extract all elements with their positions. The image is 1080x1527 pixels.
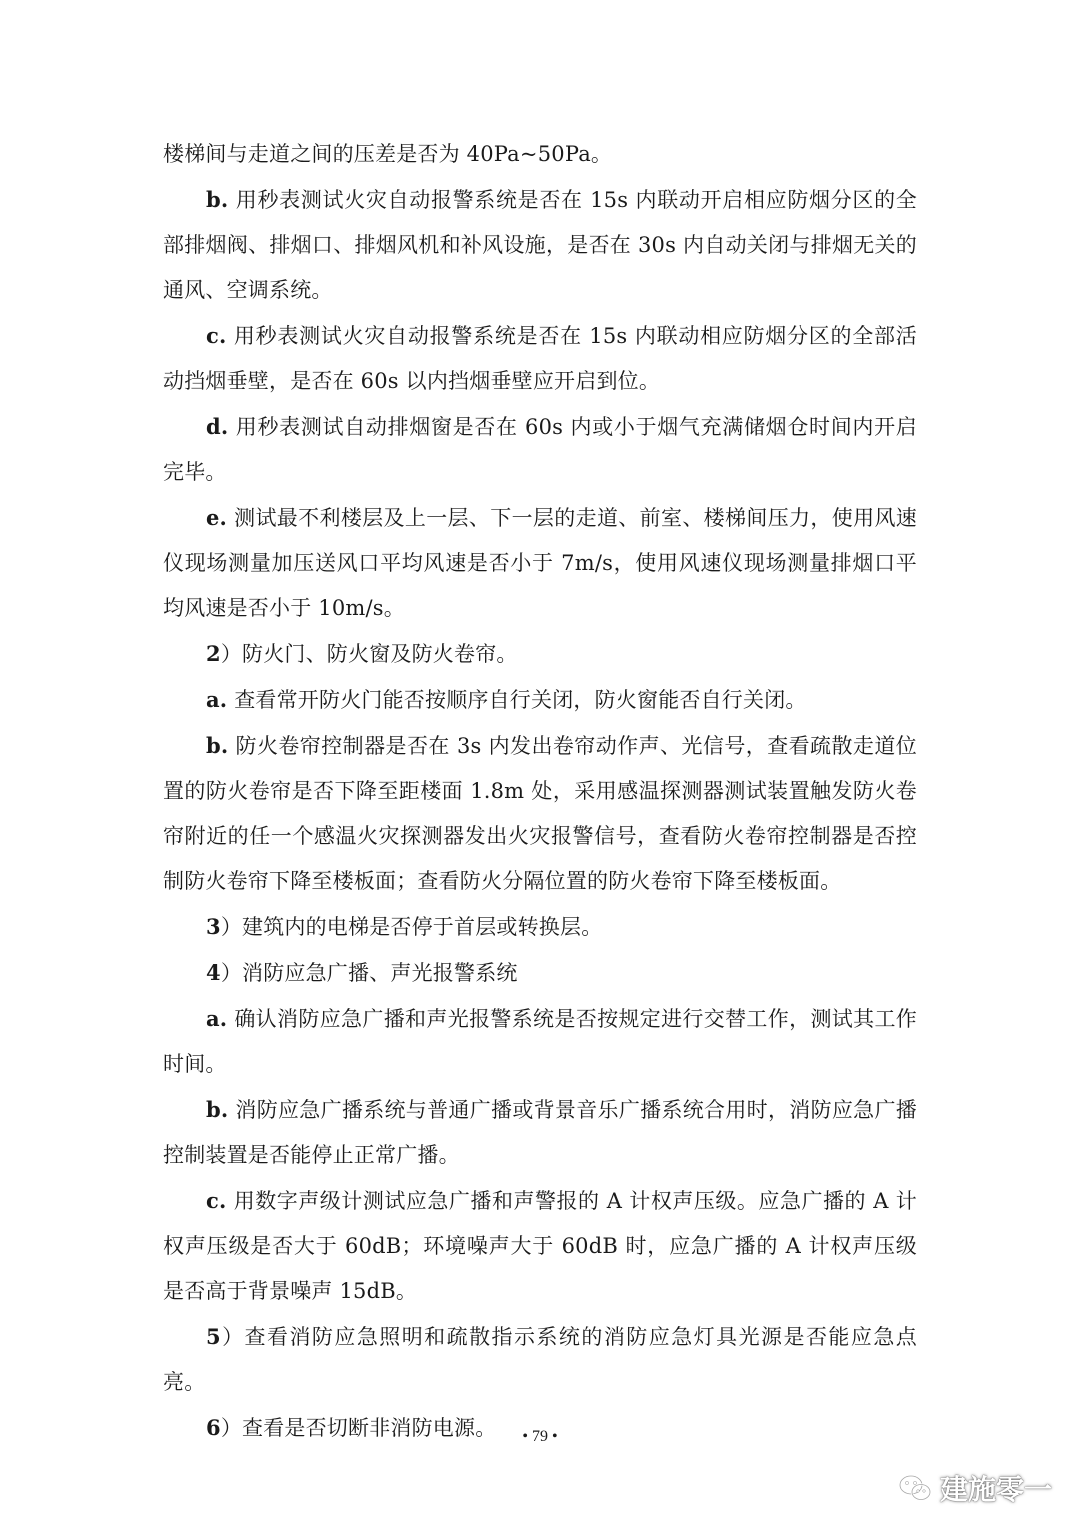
paragraph-text: ）消防应急广播、声光报警系统: [220, 961, 518, 985]
paragraph-text: ）查看是否切断非消防电源。: [220, 1416, 497, 1440]
paragraph-text: ）建筑内的电梯是否停于首层或转换层。: [220, 915, 603, 939]
paragraph-text: ）查看消防应急照明和疏散指示系统的消防应急灯具光源是否能应急点亮。: [163, 1325, 917, 1394]
item-label: c.: [206, 323, 227, 348]
item-label: c.: [206, 1188, 227, 1213]
paragraph: [163, 950, 917, 996]
paragraph-text: 查看常开防火门能否按顺序自行关闭，防火窗能否自行关闭。: [227, 688, 807, 712]
item-label: a.: [206, 687, 228, 712]
paragraph-text: ）防火门、防火窗及防火卷帘。: [220, 642, 518, 666]
item-label: 2: [206, 641, 221, 666]
item-label: 6: [206, 1415, 221, 1440]
paragraph: [163, 723, 917, 904]
document-body: [163, 131, 917, 1451]
page-number: • 79 •: [522, 1428, 558, 1445]
item-label: b.: [206, 187, 229, 212]
watermark: [898, 1468, 1052, 1508]
item-label: d.: [206, 414, 229, 439]
paragraph-text: 消防应急广播系统与普通广播或背景音乐广播系统合用时，消防应急广播控制装置是否能停止正常广播。: [163, 1098, 917, 1167]
paragraph-text: 用秒表测试火灾自动报警系统是否在 15s 内联动开启相应防烟分区的全部排烟阀、排烟口、排烟风机和补风设施，是否在 30s 内自动关闭与排烟无关的通风、空调系统。: [163, 188, 917, 302]
item-label: e.: [206, 505, 228, 530]
item-label: 3: [206, 914, 221, 939]
paragraph: [163, 404, 917, 495]
paragraph: [163, 677, 917, 723]
item-label: a.: [206, 1006, 228, 1031]
paragraph-text: 测试最不利楼层及上一层、下一层的走道、前室、楼梯间压力，使用风速仪现场测量加压送风口平均风速是否小于 7m/s，使用风速仪现场测量排烟口平均风速是否小于 10m/s。: [163, 506, 917, 620]
paragraph: [163, 996, 917, 1087]
watermark-text: 建施零一: [939, 1473, 1052, 1506]
paragraph-text: 防火卷帘控制器是否在 3s 内发出卷帘动作声、光信号，查看疏散走道位置的防火卷帘是否下降至距楼面 1.8m 处，采用感温探测器测试装置触发防火卷帘附近的任一个感温火灾探测器发出火灾报警信号，查看防火卷帘控制器是否控制防火卷帘下降至楼板面；查看防火分隔位置的防火卷帘下降至楼板面。: [163, 734, 917, 893]
paragraph-text: 确认消防应急广播和声光报警系统是否按规定进行交替工作，测试其工作时间。: [163, 1007, 917, 1076]
paragraph: [163, 313, 917, 404]
item-label: b.: [206, 733, 229, 758]
paragraph: [163, 495, 917, 631]
wechat-icon: [898, 1474, 932, 1502]
paragraph: [163, 904, 917, 950]
paragraph: [163, 177, 917, 313]
paragraph-text: 用数字声级计测试应急广播和声警报的 A 计权声压级。应急广播的 A 计权声压级是否大于 60dB；环境噪声大于 60dB 时，应急广播的 A 计权声压级是否高于背景噪声 15dB。: [163, 1189, 917, 1303]
paragraph: [163, 631, 917, 677]
item-label: 5: [206, 1324, 221, 1349]
paragraph: [163, 1178, 917, 1314]
paragraph-text: 楼梯间与走道之间的压差是否为 40Pa~50Pa。: [163, 142, 613, 166]
paragraph-text: 用秒表测试自动排烟窗是否在 60s 内或小于烟气充满储烟仓时间内开启完毕。: [163, 415, 917, 484]
paragraph: [163, 1314, 917, 1405]
paragraph: [163, 131, 917, 177]
item-label: b.: [206, 1097, 229, 1122]
paragraph: [163, 1087, 917, 1178]
item-label: 4: [206, 960, 221, 985]
paragraph-text: 用秒表测试火灾自动报警系统是否在 15s 内联动相应防烟分区的全部活动挡烟垂壁，是否在 60s 以内挡烟垂壁应开启到位。: [163, 324, 917, 393]
